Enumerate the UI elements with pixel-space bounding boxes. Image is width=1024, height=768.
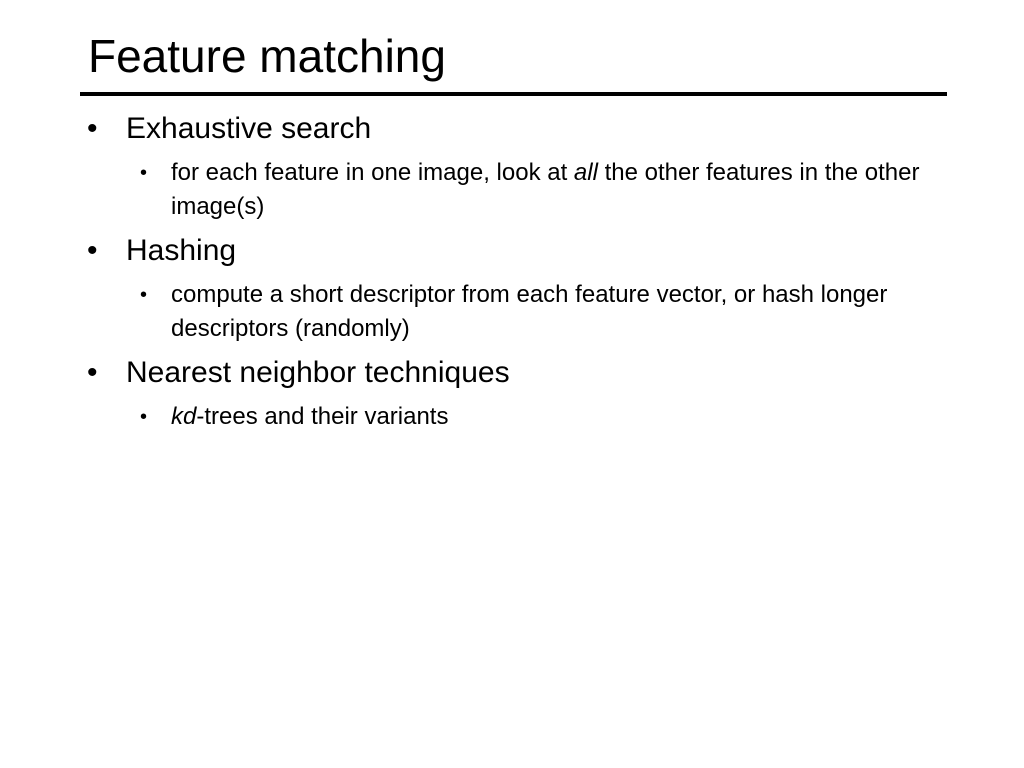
bullet-group-nearest-neighbor — [0, 354, 1024, 434]
bullet-item — [0, 110, 1024, 148]
bullet-marker: • — [87, 234, 98, 267]
sub-bullet-emphasis: all — [573, 159, 598, 186]
sub-bullet-item — [0, 156, 1024, 224]
sub-bullet-item — [0, 400, 1024, 434]
bullet-item — [0, 232, 1024, 270]
bullet-group-exhaustive-search — [0, 110, 1024, 224]
bullet-label: Nearest neighbor techniques — [126, 356, 510, 389]
sub-bullet-text-after: -trees and their variants — [196, 403, 449, 430]
sub-bullet-marker: • — [140, 406, 148, 428]
sub-bullet-text: compute a short descriptor from each feature vector, or hash longer descriptors (randomly) — [171, 281, 888, 342]
bullet-label: Exhaustive search — [126, 112, 372, 145]
sub-bullet-marker: • — [140, 162, 148, 184]
title-underline — [80, 92, 947, 96]
sub-bullet-text-before: for each feature in one image, look at — [171, 159, 574, 186]
bullet-group-hashing — [0, 232, 1024, 346]
slide-title: Feature matching — [88, 30, 446, 82]
sub-bullet-text-after: the other features in the other image(s) — [171, 159, 920, 220]
bullet-marker: • — [87, 112, 98, 145]
bullet-label: Hashing — [126, 234, 237, 267]
bullet-item — [0, 354, 1024, 392]
bullet-list — [0, 110, 1024, 442]
bullet-marker: • — [87, 356, 98, 389]
sub-bullet-marker: • — [140, 284, 148, 306]
sub-bullet-item — [0, 278, 1024, 346]
sub-bullet-emphasis: kd — [171, 403, 197, 430]
